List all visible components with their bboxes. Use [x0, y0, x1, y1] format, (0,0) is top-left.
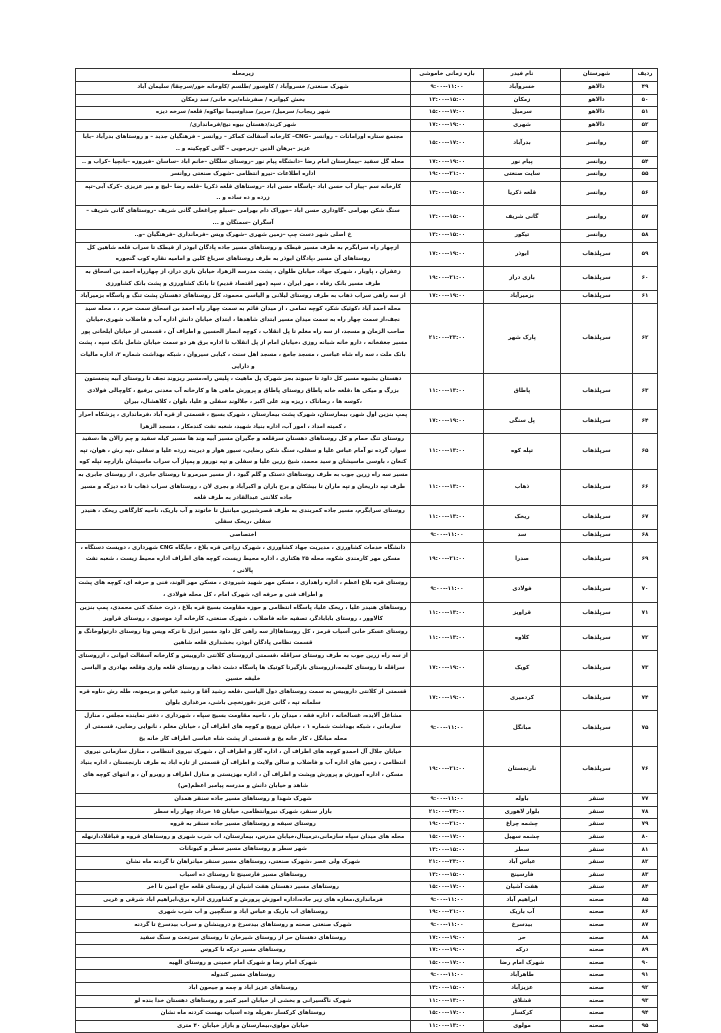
time-cell: ۱۷:۰۰--۱۹:۰۰: [411, 242, 484, 266]
area-cell: زعفران ، پاوبار ، شهرک جهاد، خیابان طلوان ، پشت مدرسه الزهرا، خیابان بازی دراز، از چهارراه احمد بن اسحاق به طرف مسیر بانک رفاه ، مهر ایران ، سپه (مهر اقتصاد قدیم) تا بانک کشاورزی و پشت بانک کشاورزی: [76, 266, 411, 290]
row-number-cell: ۹۲: [633, 982, 658, 995]
time-cell: ۱۹:۰۰--۲۱:۰۰: [411, 266, 484, 290]
table-row: [76, 82, 658, 95]
header-feeder: نام فیدر: [484, 69, 561, 82]
area-cell: روستاهای هنیدر علیا ، ریخک علیا، پاسگاه انتظامی و حوزه مقاومت بسیج قره بلاغ ، ذرت خشک کنی محمدی، پمپ بنزین کالاوور ، روستای بابابادگر، تصفیه خانه فاضلاب ، شهرک صنعتی، کارخانه آرد موسوی ، روستای قراویز: [76, 602, 411, 626]
city-cell: سرپلذهاب: [561, 626, 633, 650]
feeder-cell: پیام نور: [484, 156, 561, 169]
header-row: [76, 69, 658, 82]
table-row: [76, 919, 658, 932]
city-cell: سرپلذهاب: [561, 291, 633, 304]
row-number-cell: ۶۴: [633, 410, 658, 434]
table-row: [76, 945, 658, 958]
time-cell: ۹:۰۰--۱۱:۰۰: [411, 82, 484, 95]
city-cell: سرپلذهاب: [561, 686, 633, 710]
time-cell: ۹:۰۰--۱۱:۰۰: [411, 710, 484, 746]
area-cell: روستاهای مسیر درکه تا کروس: [76, 945, 411, 958]
area-cell: مسیر سه راه زرین جوب به طرف روستاهای دستک و گلم گبود ، از مسیر میرمرو تا روستای جابری ، از روستای جابری به طرف تپه داریخان و تپه ماران تا بیشکان و برج باران و اکبرآباد و بجری لان ، روستاهای سراب ذهاب تا ده دیزگه و مسیر جاده کلانتی عبدالقادر به طرف قلعه: [76, 470, 411, 506]
time-cell: ۱۱:۰۰--۱۳:۰۰: [411, 995, 484, 1008]
time-cell: ۱۱:۰۰--۱۳:۰۰: [411, 602, 484, 626]
city-cell: دالاهو: [561, 107, 633, 120]
city-cell: سرپلذهاب: [561, 242, 633, 266]
feeder-cell: قلعه ذکریا: [484, 181, 561, 205]
city-cell: سنقر: [561, 794, 633, 807]
row-number-cell: ۷۴: [633, 686, 658, 710]
time-cell: ۱۷:۰۰--۱۹:۰۰: [411, 686, 484, 710]
table-row: [76, 291, 658, 304]
city-cell: صحنه: [561, 945, 633, 958]
feeder-cell: سطر: [484, 844, 561, 857]
area-cell: شهر ریجاب/ سرمیل/ حریر/ صداوسیما نواکوه/ قلعه/ سرخه دیزه: [76, 107, 411, 120]
feeder-cell: بلوار لاهوری: [484, 806, 561, 819]
feeder-cell: چشمه چراغ: [484, 819, 561, 832]
time-cell: ۱۵:۰۰--۱۷:۰۰: [411, 957, 484, 970]
area-cell: از سه راه زرین جوب به طرف روستای سراقله ،قسمتی ازروستای کلانتی داروییس و کارخانه آسفالت ایوانی ، ازروستای سراقله تا روستای کلیمه،ازروستای بازگیرتا کوتیک ها پاسگاه دشت ذهاب و روستای قلعه واری وقلعه بهادری و الیاسی خلیفه حسین: [76, 650, 411, 686]
area-cell: روستای سیفه و روستاهای مسیر جاده سنقر به قروه: [76, 819, 411, 832]
feeder-cell: قشلاق: [484, 995, 561, 1008]
feeder-cell: گانی شریف: [484, 205, 561, 229]
area-cell: شهر کرند/دهستان بیوه نیج/فرمانداری/: [76, 119, 411, 132]
table-row: [76, 1020, 658, 1033]
table-row: [76, 831, 658, 844]
row-number-cell: ۹۵: [633, 1020, 658, 1033]
feeder-cell: پل سنگی: [484, 410, 561, 434]
city-cell: روانسر: [561, 156, 633, 169]
area-cell: روستاهای کرکسار ،هرپله وده اسیاب بهست کردنه ماه نشان: [76, 1008, 411, 1021]
row-number-cell: ۵۰: [633, 94, 658, 107]
time-cell: ۲۱:۰۰--۲۳:۰۰: [411, 806, 484, 819]
area-cell: دهستان بشیوه مسیر کل داود تا جیبوند بجز شهرک پل ماهیت ، پلیس راه،مسیر ریزوند نجف تا روستای آبیه پنجستون بزرگ و میکی ها ،قلعه خانه پاطاق روستای پاطاق و پرورش ماهی ها و کارخانه آب معدنی برفیغ ، کاوچالی فولادی ،کوسه ها ، رضاناک ، ریزه وند علی اکبر ، جلالوند سفلی و علیا، بلوان ، کلاهشال، بیران: [76, 374, 411, 410]
area-cell: روستاهای مسیر فارسینج تا روستای ده اسیاب: [76, 869, 411, 882]
city-cell: سرپلذهاب: [561, 746, 633, 793]
area-cell: دانشگاه خدمات کشاورزی ، مدیریت جهاد کشاورزی ، شهرک زراعی قره بلاغ ، جایگاه CNG شهرداری ، دویست دستگاه ، مسکن مهر کارمندی شکوه، محله ۲۵ هکتاری ، اداره محیط زیست، کوچه های اطراف اداره محیط زیست ، شعبه نفت پالانی ،: [76, 542, 411, 578]
city-cell: صحنه: [561, 982, 633, 995]
row-number-cell: ۷۵: [633, 710, 658, 746]
city-cell: سنقر: [561, 844, 633, 857]
row-number-cell: ۶۵: [633, 434, 658, 470]
time-cell: ۱۷:۰۰--۱۹:۰۰: [411, 156, 484, 169]
city-cell: سرپلذهاب: [561, 602, 633, 626]
time-cell: ۹:۰۰--۱۱:۰۰: [411, 970, 484, 983]
time-cell: ۱۹:۰۰--۲۱:۰۰: [411, 907, 484, 920]
table-row: [76, 1008, 658, 1021]
row-number-cell: ۸۶: [633, 907, 658, 920]
feeder-cell: تپله کوه: [484, 434, 561, 470]
time-cell: ۱۵:۰۰--۱۷:۰۰: [411, 831, 484, 844]
feeder-cell: شهری: [484, 119, 561, 132]
table-row: [76, 957, 658, 970]
time-cell: ۹:۰۰--۱۱:۰۰: [411, 919, 484, 932]
city-cell: سرپلذهاب: [561, 410, 633, 434]
area-cell: روستاهای مسیر دهستان هفت اشیان از روستای قلعه حاج امین تا اخر: [76, 882, 411, 895]
area-cell: شهرک صنعتی صحنه و روستاهای بیدسرخ و دروینشان و سراب بیدسرخ تا گردنه: [76, 919, 411, 932]
row-number-cell: ۵۵: [633, 169, 658, 182]
area-cell: شهرک صنعتی/ خسروآباد / کاوسور /طلسم /کاوخانه خور/سرچقا/ سلیمان آباد: [76, 82, 411, 95]
feeder-cell: هفت آشیان: [484, 882, 561, 895]
feeder-cell: پارک شهر: [484, 303, 561, 374]
row-number-cell: ۵۷: [633, 205, 658, 229]
row-number-cell: ۷۷: [633, 794, 658, 807]
time-cell: ۱۹:۰۰--۲۱:۰۰: [411, 746, 484, 793]
city-cell: روانسر: [561, 169, 633, 182]
time-cell: ۹:۰۰--۱۱:۰۰: [411, 529, 484, 542]
time-cell: ۱۳:۰۰--۱۵:۰۰: [411, 181, 484, 205]
time-cell: ۹:۰۰--۱۱:۰۰: [411, 578, 484, 602]
city-cell: سرپلذهاب: [561, 266, 633, 290]
area-cell: روستای قره بلاغ اعظم ، اداره راهداری ، مسکن مهر شهید شیرودی ، مسکن مهر الوند، فنی و حرفه ای، کوچه های پشت و اطراف فنی و حرفه ای، شهرک امام ، کل محله فولادی ،: [76, 578, 411, 602]
feeder-cell: شهرک امام رضا: [484, 957, 561, 970]
city-cell: صحنه: [561, 1008, 633, 1021]
table-row: [76, 932, 658, 945]
city-cell: سنقر: [561, 806, 633, 819]
feeder-cell: باوله: [484, 794, 561, 807]
area-cell: شهر سطر و روستاهای مسیر سطر و کیونانات: [76, 844, 411, 857]
city-cell: صحنه: [561, 995, 633, 1008]
area-cell: شهرک ولی عصر ،شهرک صنعتی، روستاهای مسیر سنقر میانراهان تا گردنه ماه نشان: [76, 857, 411, 870]
time-cell: ۱۷:۰۰--۱۹:۰۰: [411, 945, 484, 958]
row-number-cell: ۷۹: [633, 819, 658, 832]
time-cell: ۱۱:۰۰--۱۳:۰۰: [411, 1020, 484, 1033]
table-row: [76, 650, 658, 686]
feeder-cell: زمکان: [484, 94, 561, 107]
row-number-cell: ۸۳: [633, 869, 658, 882]
feeder-cell: ذهاب: [484, 470, 561, 506]
city-cell: صحنه: [561, 932, 633, 945]
outage-schedule-table: [75, 68, 658, 1033]
row-number-cell: ۸۴: [633, 882, 658, 895]
table-row: [76, 230, 658, 243]
area-cell: اختصاصی: [76, 529, 411, 542]
table-row: [76, 303, 658, 374]
feeder-cell: فولادی: [484, 578, 561, 602]
area-cell: روستای عسکر خانی آسیاب قرمز ، کل روستاها(از سه راهی کل داود مسیر ابزل تا ترکه ویس وتا روستای دارتولوخانگ و قسمت نظامی پادگان ابوذر، بخشداری قلعه شاهین: [76, 626, 411, 650]
header-row-number: ردیف: [633, 69, 658, 82]
city-cell: صحنه: [561, 919, 633, 932]
feeder-cell: حر: [484, 932, 561, 945]
time-cell: ۱۹:۰۰--۲۱:۰۰: [411, 169, 484, 182]
row-number-cell: ۸۷: [633, 919, 658, 932]
table-row: [76, 505, 658, 529]
city-cell: دالاهو: [561, 82, 633, 95]
row-number-cell: ۵۳: [633, 132, 658, 156]
area-cell: شهرک امام رضا و شهرک امام خمینی و روستای الهیه: [76, 957, 411, 970]
feeder-cell: قراویز: [484, 602, 561, 626]
feeder-cell: سرمیل: [484, 107, 561, 120]
feeder-cell: کرکسار: [484, 1008, 561, 1021]
table-row: [76, 970, 658, 983]
feeder-cell: طاهرآباد: [484, 970, 561, 983]
city-cell: صحنه: [561, 907, 633, 920]
table-row: [76, 995, 658, 1008]
table-row: [76, 626, 658, 650]
city-cell: سنقر: [561, 882, 633, 895]
table-row: [76, 119, 658, 132]
row-number-cell: ۶۹: [633, 542, 658, 578]
row-number-cell: ۶۳: [633, 374, 658, 410]
row-number-cell: ۸۹: [633, 945, 658, 958]
feeder-cell: بیدسرخ: [484, 919, 561, 932]
area-cell: روستاهای دهستان حر از روستای شیرخان تا روستای سرتخت و سنگ سفید: [76, 932, 411, 945]
time-cell: ۱۵:۰۰--۱۷:۰۰: [411, 882, 484, 895]
row-number-cell: ۸۰: [633, 831, 658, 844]
table-row: [76, 529, 658, 542]
row-number-cell: ۸۵: [633, 894, 658, 907]
feeder-cell: فارسینج: [484, 869, 561, 882]
area-cell: شهرک ناگسیرانی و بخشی از خیابان امیر کبیر و روستاهای دهستان خدا بنده لو: [76, 995, 411, 1008]
area-cell: محله احمد آباد ،کوئیک شکر، کوچه تمامی ، از میدان قائم به سمت چهار راه احمد بن اسحاق سمت خرم ، ، محله سید نجف،از سمت چهار راه به سمت میدان مسیر ابتدای شاهدها ، ابتدای خیابان دانش اداره آب و فاضلاب شهری،خیابان صاحب الزمان و مسجد، از سه راه معلم تا پل انقلاب ، کوچه انصار الحسین و اطراف آن ، قسمتی از خیابان ایلخانی پور مسیر جعفخانه ، دارو خانه شبانه روزی ،خیابان امام از پل انقلاب تا اداره برق هر دو سمت خیابان شامل بانک سپه ، پشت بانک ملت ، سه راه شاه عباسی ، مسجد جامع ، مسجد اهل سنت ، کبابی سیروان ، شبکه بهداشت شماره ۲، اداره مالیات و دارایی: [76, 303, 411, 374]
feeder-cell: نارنجستان: [484, 746, 561, 793]
city-cell: سرپلذهاب: [561, 470, 633, 506]
table-row: [76, 819, 658, 832]
table-row: [76, 844, 658, 857]
table-row: [76, 686, 658, 710]
time-cell: ۱۳:۰۰--۱۵:۰۰: [411, 205, 484, 229]
time-cell: ۱۵:۰۰--۱۷:۰۰: [411, 1008, 484, 1021]
time-cell: ۱۱:۰۰--۱۳:۰۰: [411, 470, 484, 506]
header-city: شهرستان: [561, 69, 633, 82]
time-cell: ۱۷:۰۰--۱۹:۰۰: [411, 932, 484, 945]
area-cell: روستاهای اب باریک و عباس اباد و سنگچین و اب شرب شهری: [76, 907, 411, 920]
table-row: [76, 410, 658, 434]
city-cell: سرپلذهاب: [561, 374, 633, 410]
area-cell: بازار سنقر، شهرک نیروانتظامی، خیابان ۱۵ خرداد چهار راه سطر: [76, 806, 411, 819]
city-cell: روانسر: [561, 205, 633, 229]
time-cell: ۱۳:۰۰--۱۵:۰۰: [411, 844, 484, 857]
city-cell: سنقر: [561, 831, 633, 844]
table-row: [76, 806, 658, 819]
row-number-cell: ۵۹: [633, 242, 658, 266]
row-number-cell: ۵۲: [633, 119, 658, 132]
time-cell: ۹:۰۰--۱۱:۰۰: [411, 894, 484, 907]
feeder-cell: ابوذر: [484, 242, 561, 266]
row-number-cell: ۶۱: [633, 291, 658, 304]
time-cell: ۱۳:۰۰--۱۵:۰۰: [411, 869, 484, 882]
feeder-cell: تیکور: [484, 230, 561, 243]
time-cell: ۱۱:۰۰--۱۳:۰۰: [411, 505, 484, 529]
feeder-cell: کلاوه: [484, 626, 561, 650]
feeder-cell: کردمیری: [484, 686, 561, 710]
table-row: [76, 882, 658, 895]
row-number-cell: ۹۳: [633, 995, 658, 1008]
table-row: [76, 857, 658, 870]
city-cell: صحنه: [561, 894, 633, 907]
header-time: بازه زمانی خاموشی: [411, 69, 484, 82]
feeder-cell: ابراهیم آباد: [484, 894, 561, 907]
city-cell: دالاهو: [561, 119, 633, 132]
table-row: [76, 982, 658, 995]
area-cell: مشاغل آلایده، غسالخانه ، اداره فقه ، میدان بار ، ناحیه مقاومت بسیج سپاه ، شهرداری ، دفتر نماینده مجلس ، منازل سازمانی ، شبکه بهداشت شماره ۱ ، خیابان ترویج و کوچه های اطراف آن ، خیابان معلم ، نانوایی رضایی، قسمتی از محله مبانگل ، کار خانه یخ و قسمتی از پشت شاه عباسی اطراف کار خانه یخ: [76, 710, 411, 746]
city-cell: روانسر: [561, 132, 633, 156]
row-number-cell: ۶۶: [633, 470, 658, 506]
row-number-cell: ۵۴: [633, 156, 658, 169]
city-cell: صحنه: [561, 970, 633, 983]
city-cell: سرپلذهاب: [561, 710, 633, 746]
row-number-cell: ۹۱: [633, 970, 658, 983]
area-cell: روستاهای عزیز اباد و چمه و جیحون اباد: [76, 982, 411, 995]
row-number-cell: ۷۱: [633, 602, 658, 626]
area-cell: ازچهار راه سرابگرم به طرف مسیر قیطک و روستاهای مسیر جاده پادگان ابوذر از قیطک تا سراب قلعه شاهین کل روستاهای آن مسیر ،پادگان ابوذر به طرف روستاهای سرباغ کلین و امامیه نقاره کوب گنجوره: [76, 242, 411, 266]
table-row: [76, 266, 658, 290]
time-cell: ۱۳:۰۰--۱۵:۰۰: [411, 982, 484, 995]
table-body: [76, 82, 658, 1033]
time-cell: ۱۳:۰۰--۱۵:۰۰: [411, 230, 484, 243]
city-cell: سرپلذهاب: [561, 578, 633, 602]
row-number-cell: ۶۷: [633, 505, 658, 529]
row-number-cell: ۸۸: [633, 932, 658, 945]
time-cell: ۱۷:۰۰--۱۹:۰۰: [411, 291, 484, 304]
row-number-cell: ۸۲: [633, 857, 658, 870]
row-number-cell: ۹۴: [633, 1008, 658, 1021]
feeder-cell: کویک: [484, 650, 561, 686]
table-row: [76, 578, 658, 602]
area-cell: پمپ بنزین اول شهر، بیمارستان، شهرک پشت بیمارستان ، شهرک بسیج ، قسمتی از قره آباد ،فرمانداری ، پزشکاه احرار ، کمیته امداد ، امور آب، اداره بنیاد شهید، شعبه نفت کندمکار ، مسجد الزهرا: [76, 410, 411, 434]
feeder-cell: آب باریک: [484, 907, 561, 920]
row-number-cell: ۶۸: [633, 529, 658, 542]
row-number-cell: ۴۹: [633, 82, 658, 95]
table-row: [76, 374, 658, 410]
area-cell: روستاهای مسیر کندوله: [76, 970, 411, 983]
time-cell: ۱۱:۰۰--۱۳:۰۰: [411, 434, 484, 470]
row-number-cell: ۸۱: [633, 844, 658, 857]
city-cell: روانسر: [561, 181, 633, 205]
row-number-cell: ۶۰: [633, 266, 658, 290]
row-number-cell: ۷۸: [633, 806, 658, 819]
city-cell: سرپلذهاب: [561, 529, 633, 542]
city-cell: سرپلذهاب: [561, 542, 633, 578]
row-number-cell: ۷۳: [633, 650, 658, 686]
area-cell: سنگ شکن بهرامی –گاوداری حسن اباد –خوراک دام بهرامی –سیلو چراغعلی گانی شریف –روستاهای گانی شریف –آسگران –سمنگان و ...: [76, 205, 411, 229]
feeder-cell: ریخک: [484, 505, 561, 529]
table-row: [76, 107, 658, 120]
area-cell: خ اصلی شهر دست چپ –زمین شهری –شهرک ویس –فرمانداری –فرهنگیان –و..: [76, 230, 411, 243]
table-row: [76, 869, 658, 882]
table-row: [76, 205, 658, 229]
feeder-cell: پاطاق: [484, 374, 561, 410]
row-number-cell: ۷۲: [633, 626, 658, 650]
feeder-cell: خسروآباد: [484, 82, 561, 95]
time-cell: ۱۷:۰۰--۱۹:۰۰: [411, 650, 484, 686]
city-cell: صحنه: [561, 1020, 633, 1033]
feeder-cell: بدرآباد: [484, 132, 561, 156]
table-row: [76, 242, 658, 266]
table-row: [76, 746, 658, 793]
city-cell: دالاهو: [561, 94, 633, 107]
area-cell: از سه راهی سراب ذهاب به طرف روستای لیلانی و الیاسی محمود، کل روستاهای دهستان پشت تنگ و پاسگاه بزمیرآباد: [76, 291, 411, 304]
time-cell: ۱۷:۰۰--۱۹:۰۰: [411, 119, 484, 132]
time-cell: ۱۱:۰۰--۱۳:۰۰: [411, 374, 484, 410]
table-row: [76, 602, 658, 626]
area-cell: فرمانداری،مغازه های زیر جاده،اداره اموزش پرورش و کشاورزی اداره برق،ابراهیم اباد شرقی و غربی: [76, 894, 411, 907]
time-cell: ۱۹:۰۰--۲۱:۰۰: [411, 819, 484, 832]
feeder-cell: عباس آباد: [484, 857, 561, 870]
area-cell: بخش کیوانره / صفرشاه/بره خانی/ سد زمکان: [76, 94, 411, 107]
row-number-cell: ۵۱: [633, 107, 658, 120]
table-row: [76, 907, 658, 920]
row-number-cell: ۶۲: [633, 303, 658, 374]
header-area: زیرمحله: [76, 69, 411, 82]
feeder-cell: سایت صنعتی: [484, 169, 561, 182]
city-cell: سنقر: [561, 869, 633, 882]
area-cell: قسمتی از کلانتی داروییس به سمت روستاهای دول الیاسی ،قلعه رشید آقا و رشید عباس و بریمونه، طله رش ،ناوه قره سلمانه تپه ، گانی عزیز ،قورتخچی باشی، مرغداری بلوان: [76, 686, 411, 710]
feeder-cell: مولوی: [484, 1020, 561, 1033]
table-row: [76, 181, 658, 205]
time-cell: ۲۱:۰۰--۲۳:۰۰: [411, 857, 484, 870]
feeder-cell: صدرا: [484, 542, 561, 578]
feeder-cell: چشمه سهیل: [484, 831, 561, 844]
area-cell: شهرک شهدا و روستاهای مسیر جاده سنقر همدان: [76, 794, 411, 807]
feeder-cell: مبانگل: [484, 710, 561, 746]
area-cell: محله گل سفید –بیمارستان امام رضا –دانشگاه پیام نور –روستای سلگان –خانم اباد –ساسان –فیروزه –بانچیا –کراب و ..: [76, 156, 411, 169]
area-cell: روستای تنگ حمام و کل روستاهای دهستان سرقلعه و جگیران مسیر آبیه وند ها مسیر کیله سفید و چم زالان ها ،سفید سوار، گرده نو آمام عباس علیا و سفلی، سنگ شکن رضایی، سیور هوار و دیرینه زرده علیا و سفلی ،تپه رش ، هوان، تپه کنعان ، باوسی ماسیشان و سید محمد، شیخ رزین علیا و سفلی و تپه نوروز و پمپاژ آب سراب ماسیشان بازارچه تپله کوه: [76, 434, 411, 470]
table-row: [76, 542, 658, 578]
area-cell: مجتمع ستاره اورامانات – روانسر –CNG– کارخانه آسفالت کماکر – روانسر – فرهنگیان جدید – و روستاهای بدرآباد –بابا عزیز –برهان الدین –زیرجویی – گانی کوچکینه و ..: [76, 132, 411, 156]
table-row: [76, 156, 658, 169]
table-row: [76, 94, 658, 107]
area-cell: محله های میدان سپاه سازمانی،ترمینال،خیابان مدرس، بیمارستان، اب شرب شهری و روستاهای قروه و قباقلاد،ازنهله: [76, 831, 411, 844]
table-row: [76, 434, 658, 470]
city-cell: سرپلذهاب: [561, 434, 633, 470]
city-cell: سرپلذهاب: [561, 505, 633, 529]
time-cell: ۱۵:۰۰--۱۷:۰۰: [411, 132, 484, 156]
time-cell: ۱۳:۰۰--۱۵:۰۰: [411, 94, 484, 107]
city-cell: سرپلذهاب: [561, 303, 633, 374]
time-cell: ۹:۰۰--۱۱:۰۰: [411, 794, 484, 807]
row-number-cell: ۵۸: [633, 230, 658, 243]
city-cell: صحنه: [561, 957, 633, 970]
time-cell: ۱۹:۰۰--۲۱:۰۰: [411, 542, 484, 578]
feeder-cell: سد: [484, 529, 561, 542]
time-cell: ۲۱:۰۰--۲۳:۰۰: [411, 303, 484, 374]
row-number-cell: ۷۰: [633, 578, 658, 602]
feeder-cell: بزمیرآباد: [484, 291, 561, 304]
table-row: [76, 894, 658, 907]
row-number-cell: ۷۶: [633, 746, 658, 793]
area-cell: خیابان جلال آل احمدو کوچه های اطراف آن ، اداره گاز و اطراف آن ، شهرک نیروی انتظامی ، منازل سازمانی نیروی انتظامی ، زمین های اداره آب و فاضلاب و سالن ولایت و اطراف آن قسمتی از تازه اباد به طرف نارنجستان ، اداره بنیاد مسکن ، اداره آموزش و پرورش وپشت و اطراف آن ، اداره بهزیستی و منازل اطراف و روبرو آن ، و انتهای کوچه های شاهد و خیابان دانش و مدرسه پیامبر اعظم(ص): [76, 746, 411, 793]
feeder-cell: عزیزآباد: [484, 982, 561, 995]
table-row: [76, 710, 658, 746]
city-cell: روانسر: [561, 230, 633, 243]
time-cell: ۱۷:۰۰--۱۹:۰۰: [411, 410, 484, 434]
area-cell: روستای سرابگرم، مسیر جاده کمربندی به طرف قصرشیرین میانتیل تا خاتوند و آب باریک، ناحیه کارگاهی ریخک ، هنیدر سفلی ،ریخک سفلی: [76, 505, 411, 529]
time-cell: ۱۵:۰۰--۱۷:۰۰: [411, 107, 484, 120]
feeder-cell: بازی دراز: [484, 266, 561, 290]
table-row: [76, 132, 658, 156]
area-cell: خیابان مولوی،بیمارستان و بازار خیابان ۴۰ متری: [76, 1020, 411, 1033]
table-row: [76, 794, 658, 807]
city-cell: سنقر: [561, 857, 633, 870]
table-row: [76, 169, 658, 182]
city-cell: سرپلذهاب: [561, 650, 633, 686]
row-number-cell: ۵۶: [633, 181, 658, 205]
table-row: [76, 470, 658, 506]
area-cell: کارخانه سم –پیاز آب حسن اباد –پاسگاه حسن اباد –روستاهای قلعه ذکریا –قلعه رضا –لیچ و میر عزیزی –کرک آبی–تپه زرده و ده ساده و ..: [76, 181, 411, 205]
row-number-cell: ۹۰: [633, 957, 658, 970]
feeder-cell: درکه: [484, 945, 561, 958]
area-cell: اداره اطلاعات –نیرو انتظامی –شهرک صنعتی روانسر: [76, 169, 411, 182]
city-cell: سنقر: [561, 819, 633, 832]
time-cell: ۱۱:۰۰--۱۳:۰۰: [411, 626, 484, 650]
